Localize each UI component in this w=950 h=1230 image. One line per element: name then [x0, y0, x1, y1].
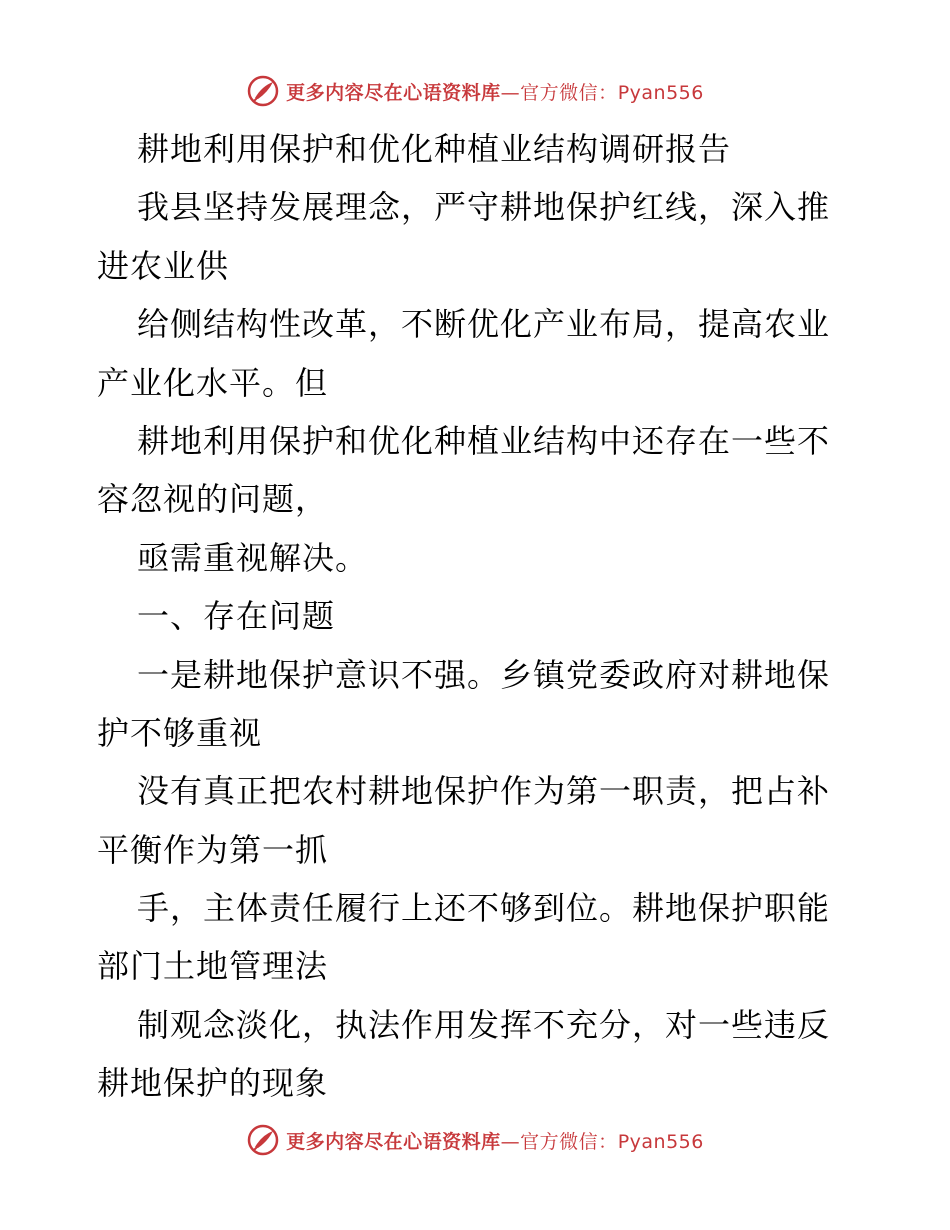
text-line: 一、存在问题: [137, 597, 336, 636]
document-body: [97, 120, 857, 1113]
watermark-text: 更多内容尽在心语资料库—官方微信：Pyan556: [286, 81, 704, 104]
text-line: 耕地保护的现象: [97, 1064, 329, 1103]
text-line: 产业化水平。但: [97, 363, 329, 402]
text-line: 耕地利用保护和优化种植业结构中还存在一些不: [137, 421, 831, 460]
text-line: 部门土地管理法: [97, 947, 329, 986]
watermark-text: 更多内容尽在心语资料库—官方微信：Pyan556: [286, 1130, 704, 1153]
footer-watermark: [0, 1120, 950, 1160]
text-line: 进农业供: [97, 246, 230, 285]
text-line: 容忽视的问题，: [97, 480, 329, 519]
text-line: 手，主体责任履行上还不够到位。耕地保护职能: [137, 889, 831, 928]
header-watermark: [0, 71, 950, 111]
text-line: 一是耕地保护意识不强。乡镇党委政府对耕地保: [137, 655, 831, 694]
text-line: 亟需重视解决。: [137, 538, 369, 577]
quill-pen-logo-icon: [246, 74, 280, 108]
text-line: 我县坚持发展理念，严守耕地保护红线，深入推: [137, 188, 831, 227]
quill-pen-logo-icon: [246, 1123, 280, 1157]
text-line: 护不够重视: [97, 713, 263, 752]
text-line: 制观念淡化，执法作用发挥不充分，对一些违反: [137, 1005, 831, 1044]
text-line: 给侧结构性改革，不断优化产业布局，提高农业: [137, 305, 831, 344]
text-line: 平衡作为第一抓: [97, 830, 329, 869]
text-line: 没有真正把农村耕地保护作为第一职责，把占补: [137, 772, 831, 811]
text-line: 耕地利用保护和优化种植业结构调研报告: [137, 130, 732, 168]
